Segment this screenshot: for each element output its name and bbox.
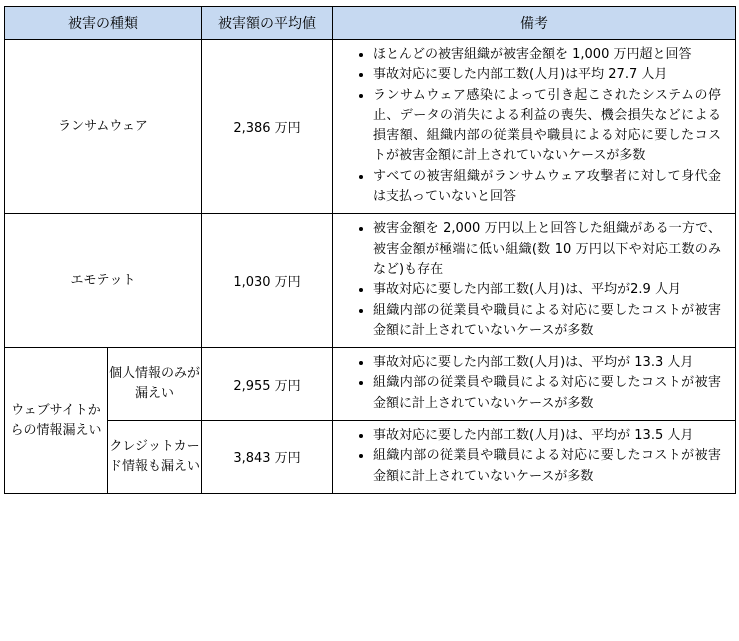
sub-type-cell: クレジットカード情報も漏えい xyxy=(108,421,202,494)
average-cell: 2,955 万円 xyxy=(202,348,333,421)
notes-cell xyxy=(333,214,736,348)
note-item: • 組織内部の従業員や職員による対応に要したコストが被害金額に計上されていないケースが多数 xyxy=(373,301,721,342)
damage-type-cell: エモテット xyxy=(5,214,202,348)
header-row xyxy=(5,7,736,40)
note-item: • 被害金額を 2,000 万円以上と回答した組織がある一方で、被害金額が極端に低い組織(数 10 万円以下や対応工数のみなど)も存在 xyxy=(373,219,721,280)
header-average: 被害額の平均値 xyxy=(202,7,333,40)
average-cell: 1,030 万円 xyxy=(202,214,333,348)
notes-list xyxy=(333,421,735,493)
note-item: • ほとんどの被害組織が被害金額を 1,000 万円超と回答 xyxy=(373,45,721,65)
average-cell: 2,386 万円 xyxy=(202,40,333,214)
note-item: • 事故対応に要した内部工数(人月)は、平均が2.9 人月 xyxy=(373,280,721,300)
header-damage-type: 被害の種類 xyxy=(5,7,202,40)
notes-list xyxy=(333,214,735,347)
note-item: • 組織内部の従業員や職員による対応に要したコストが被害金額に計上されていないケースが多数 xyxy=(373,373,721,414)
notes-cell xyxy=(333,348,736,421)
table-row-website-personal xyxy=(5,348,736,421)
header-notes: 備考 xyxy=(333,7,736,40)
note-item: • 事故対応に要した内部工数(人月)は平均 27.7 人月 xyxy=(373,65,721,85)
average-cell: 3,843 万円 xyxy=(202,421,333,494)
damage-type-cell: ウェブサイトからの情報漏えい xyxy=(5,348,108,494)
note-item: • 事故対応に要した内部工数(人月)は、平均が 13.5 人月 xyxy=(373,426,721,446)
table-row-emotet xyxy=(5,214,736,348)
notes-cell xyxy=(333,421,736,494)
notes-list xyxy=(333,40,735,213)
notes-cell xyxy=(333,40,736,214)
damage-type-cell: ランサムウェア xyxy=(5,40,202,214)
note-item: • すべての被害組織がランサムウェア攻撃者に対して身代金は支払っていないと回答 xyxy=(373,167,721,208)
sub-type-cell: 個人情報のみが漏えい xyxy=(108,348,202,421)
damage-table xyxy=(4,6,736,494)
notes-list xyxy=(333,348,735,420)
note-item: • 事故対応に要した内部工数(人月)は、平均が 13.3 人月 xyxy=(373,353,721,373)
table-row-ransomware xyxy=(5,40,736,214)
note-item: • ランサムウェア感染によって引き起こされたシステムの停止、データの消失による利益の喪失、機会損失などによる損害額、組織内部の従業員や職員による対応に要したコストが被害金額に計上されていないケースが多数 xyxy=(373,86,721,167)
table-row-website-credit xyxy=(5,421,736,494)
note-item: • 組織内部の従業員や職員による対応に要したコストが被害金額に計上されていないケースが多数 xyxy=(373,446,721,487)
